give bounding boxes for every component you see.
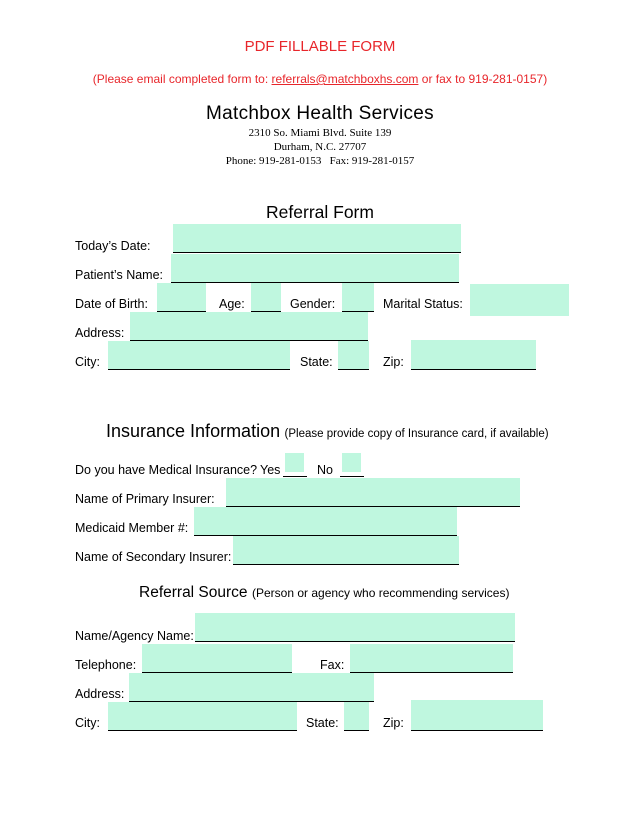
state-label: State: (300, 355, 333, 369)
medicaid-input[interactable] (194, 507, 457, 535)
instruction-suffix: or fax to 919-281-0157) (421, 72, 548, 86)
instruction-line (0, 72, 640, 86)
insurance-heading-line (106, 421, 549, 442)
gender-input[interactable] (342, 283, 374, 311)
telephone-input[interactable] (142, 644, 292, 672)
source-state-underline (344, 730, 369, 731)
city-underline (108, 369, 290, 370)
name-agency-underline (195, 641, 515, 642)
source-address-input[interactable] (129, 673, 374, 701)
no-checkbox[interactable] (342, 453, 361, 472)
referral-source-heading: Referral Source (139, 584, 248, 601)
yes-checkbox[interactable] (285, 453, 304, 472)
zip-input[interactable] (411, 340, 536, 369)
primary-insurer-label: Name of Primary Insurer: (75, 492, 215, 506)
source-state-input[interactable] (344, 702, 369, 730)
telephone-label: Telephone: (75, 658, 137, 672)
company-name: Matchbox Health Services (206, 103, 434, 124)
fax-underline (350, 672, 513, 673)
source-zip-input[interactable] (411, 700, 543, 730)
city-input[interactable] (108, 341, 290, 369)
referral-source-note: (Person or agency who recommending services) (252, 586, 510, 600)
secondary-insurer-underline (233, 564, 459, 565)
company-address-line2: Durham, N.C. 27707 (273, 141, 367, 153)
dob-label: Date of Birth: (75, 297, 148, 311)
email-link[interactable]: referrals@matchboxhs.com (271, 72, 419, 86)
dob-input[interactable] (157, 283, 206, 311)
source-zip-underline (411, 730, 543, 731)
secondary-insurer-label: Name of Secondary Insurer: (75, 550, 232, 564)
patient-name-input[interactable] (171, 254, 459, 282)
todays-date-underline (173, 252, 461, 253)
age-input[interactable] (251, 283, 281, 311)
company-address-line1: 2310 So. Miami Blvd. Suite 139 (248, 127, 392, 139)
zip-underline (411, 369, 536, 370)
no-label: No (317, 463, 333, 477)
name-agency-label: Name/Agency Name: (75, 629, 194, 643)
source-state-label: State: (306, 716, 339, 730)
address-input[interactable] (130, 312, 368, 340)
source-city-label: City: (75, 716, 100, 730)
address-label: Address: (75, 326, 125, 340)
referral-source-heading-line (139, 584, 509, 602)
source-city-underline (108, 730, 297, 731)
referral-form-heading: Referral Form (266, 202, 374, 222)
age-label: Age: (219, 297, 245, 311)
primary-insurer-input[interactable] (226, 478, 520, 506)
fax-label: Fax: (320, 658, 345, 672)
source-city-input[interactable] (108, 702, 297, 730)
city-label: City: (75, 355, 100, 369)
patient-name-label: Patient’s Name: (75, 268, 164, 282)
secondary-insurer-input[interactable] (233, 536, 459, 564)
company-phone-fax: Phone: 919-281-0153 Fax: 919-281-0157 (225, 155, 415, 167)
form-title: PDF FILLABLE FORM (244, 38, 396, 55)
yes-label: Yes (260, 463, 281, 477)
medical-insurance-question: Do you have Medical Insurance? (75, 463, 258, 477)
marital-status-input[interactable] (470, 284, 569, 316)
marital-status-label: Marital Status: (383, 297, 463, 311)
todays-date-label: Today’s Date: (75, 239, 151, 253)
source-zip-label: Zip: (383, 716, 404, 730)
patient-name-underline (171, 282, 459, 283)
state-underline (338, 369, 369, 370)
instruction-prefix: (Please email completed form to: (92, 72, 269, 86)
todays-date-input[interactable] (173, 224, 461, 252)
insurance-heading: Insurance Information (106, 421, 281, 441)
zip-label: Zip: (383, 355, 404, 369)
source-address-label: Address: (75, 687, 125, 701)
no-underline (340, 476, 364, 477)
fax-input[interactable] (350, 644, 513, 672)
yes-underline (283, 476, 307, 477)
name-agency-input[interactable] (195, 613, 515, 641)
gender-label: Gender: (290, 297, 336, 311)
state-input[interactable] (338, 341, 369, 369)
medicaid-label: Medicaid Member #: (75, 521, 189, 535)
insurance-note: (Please provide copy of Insurance card, if available) (284, 428, 549, 440)
